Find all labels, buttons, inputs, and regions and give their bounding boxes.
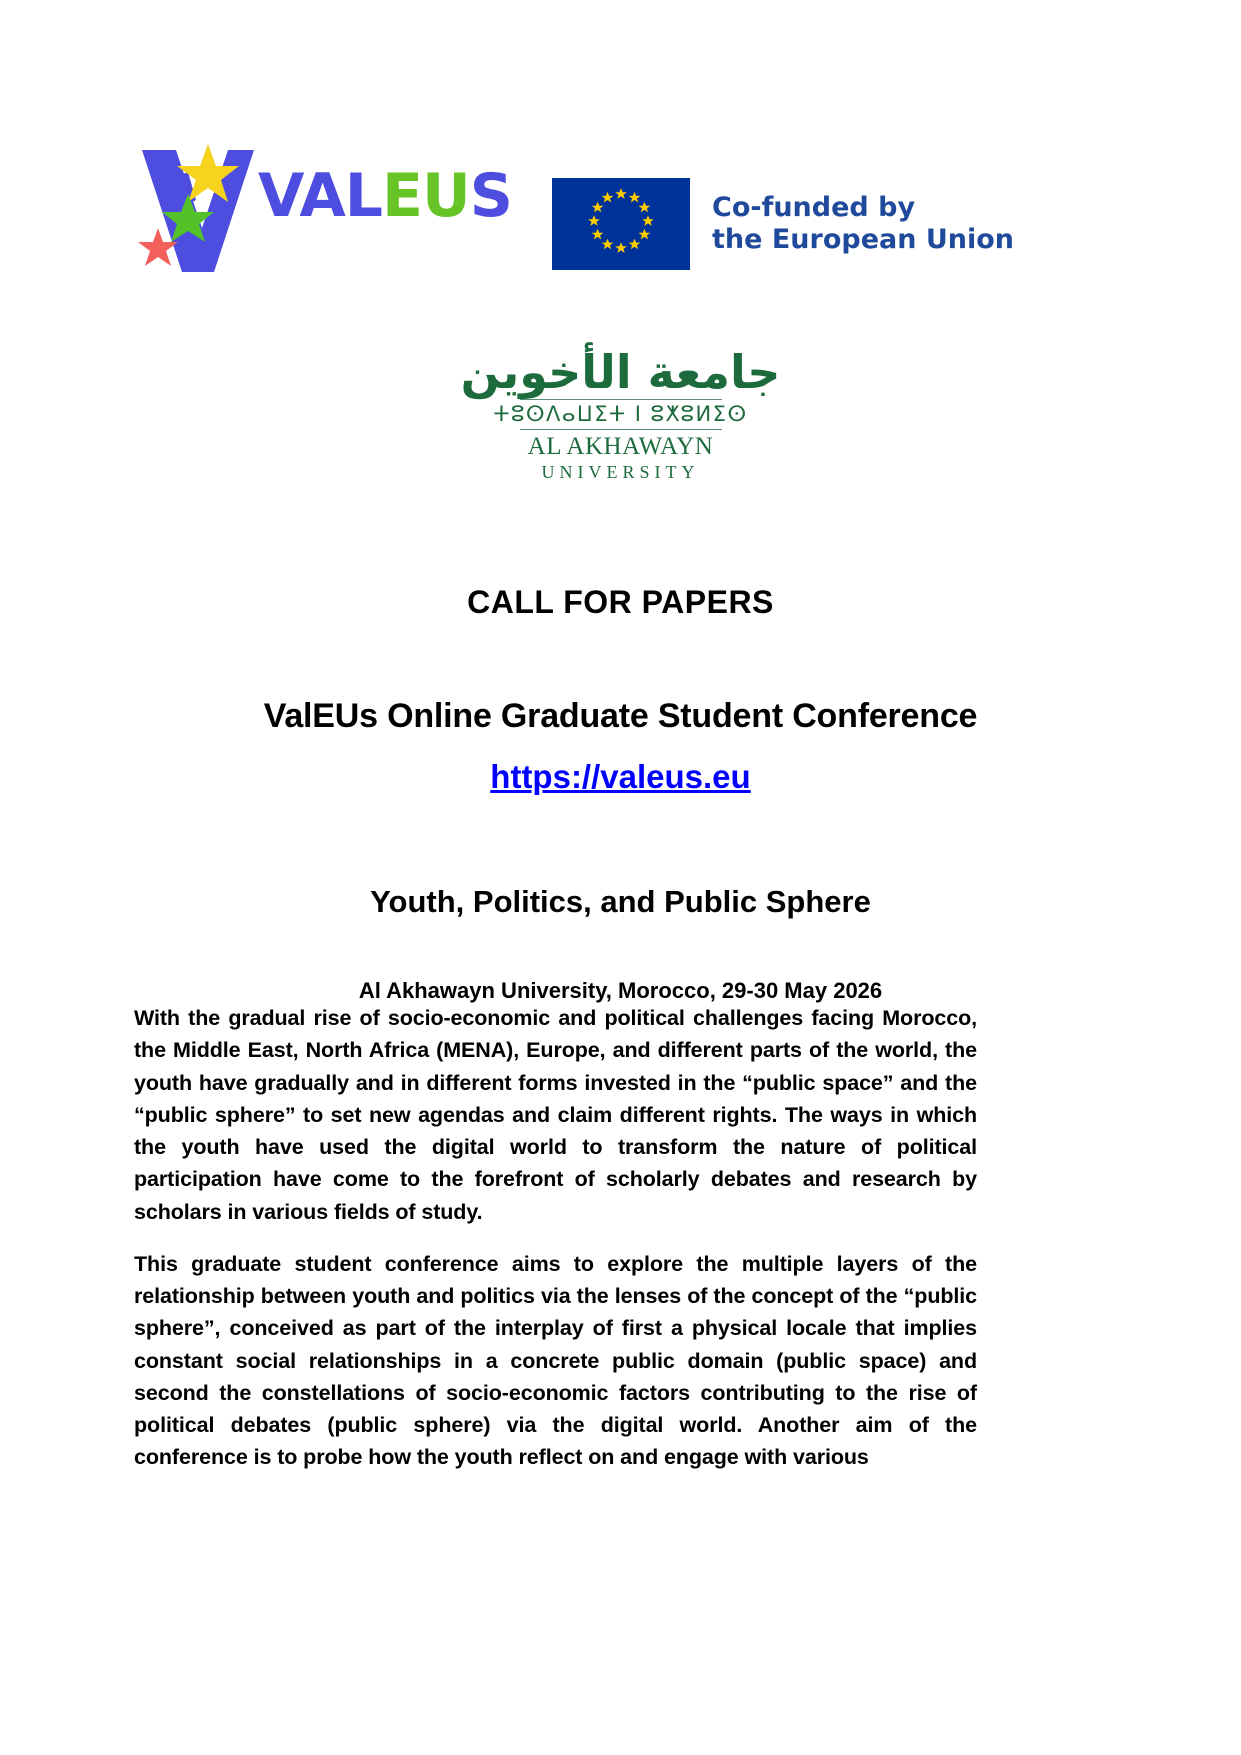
al-akhawayn-university-logo	[0, 345, 1241, 483]
eu-cofunded-logo	[552, 178, 1014, 270]
aau-latin-name-line2: UNIVERSITY	[541, 462, 700, 483]
valeus-wordmark-part1: VAL	[258, 161, 383, 231]
eu-cofunded-line1: Co-funded by	[712, 192, 916, 224]
eu-cofunded-text	[712, 192, 1014, 256]
title-block	[0, 560, 1241, 1004]
aau-latin-name-line1: AL AKHAWAYN	[527, 433, 714, 461]
body-copy	[134, 1002, 977, 1474]
conference-name: ValEUs Online Graduate Student Conference	[263, 697, 978, 735]
valeus-wordmark-part2: EU	[382, 161, 470, 231]
conference-url-link[interactable]: https://valeus.eu	[490, 758, 751, 795]
aau-divider-top	[520, 399, 722, 400]
aau-tifinagh-name: ⵜⵓⵙⴷⴰⵡⵉⵜ ⵏ ⵓⵅⵓⵍⵉⵙ	[493, 402, 748, 427]
conference-theme: Youth, Politics, and Public Sphere	[370, 884, 871, 919]
aau-arabic-name: جامعة الأخوين	[460, 345, 781, 399]
valeus-logo	[136, 136, 512, 276]
paragraph-2: This graduate student conference aims to explore the multiple layers of the relationship between youth and politics via the lenses of the concept of the “public sphere”, conceived as part of the interplay of first a physical locale that implies constant social relationships in a concrete public domain (public space) and second the constellations of socio-economic factors contributing to the rise of political debates (public sphere) via the digital world. Another aim of the conference is to probe how the youth reflect on and engage with various	[134, 1251, 977, 1470]
paragraph-1: With the gradual rise of socio-economic and political challenges facing Morocco, the Middle East, North Africa (MENA), Europe, and different parts of the world, the youth have gradually and in different forms invested in the “public space” and the “public sphere” to set new agendas and claim different rights. The ways in which the youth have used the digital world to transform the nature of political participation have come to the forefront of scholarly debates and research by scholars in various fields of study.	[134, 1006, 977, 1224]
aau-divider-bottom	[520, 429, 722, 430]
valeus-wordmark	[258, 161, 512, 231]
eu-cofunded-line2: the European Union	[712, 224, 1015, 255]
venue-and-dates: Al Akhawayn University, Morocco, 29-30 May 2026	[358, 978, 883, 1003]
valeus-v-mark-icon	[136, 136, 256, 276]
page-title: CALL FOR PAPERS	[467, 584, 774, 620]
logo-bar	[0, 128, 1241, 288]
eu-flag-icon	[552, 178, 690, 270]
valeus-wordmark-part3: S	[469, 161, 512, 231]
eu-stars-icon	[552, 178, 690, 270]
